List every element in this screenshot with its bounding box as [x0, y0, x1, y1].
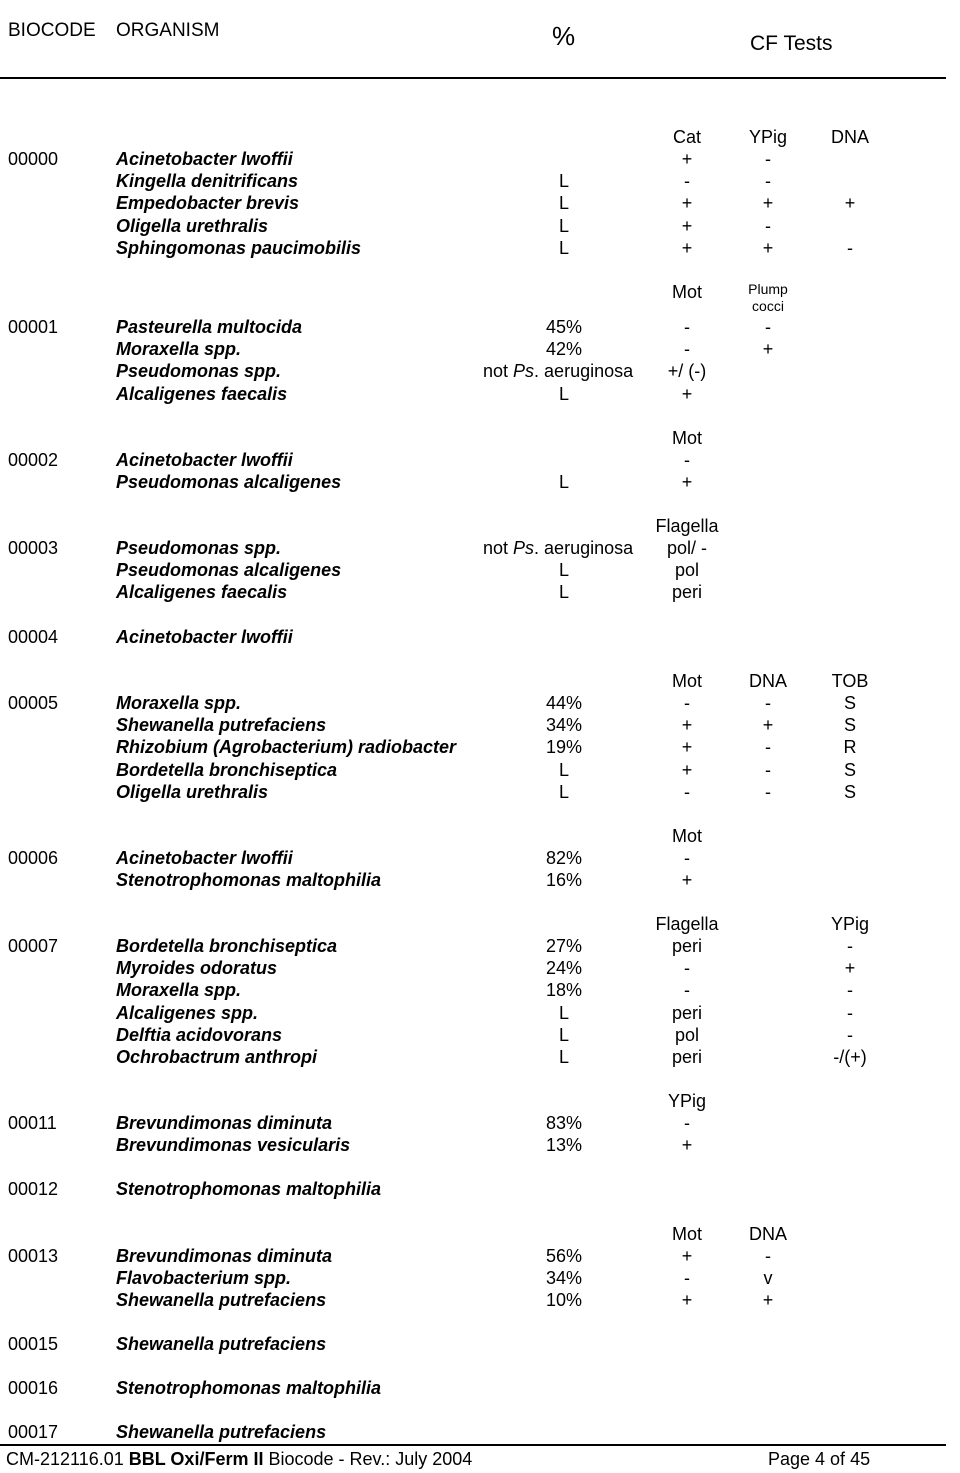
organism-name: Empedobacter brevis — [116, 193, 300, 213]
header-divider — [0, 77, 946, 79]
biocode-number: 00002 — [8, 450, 59, 470]
test-result: peri — [671, 582, 703, 602]
biocode-number: 00011 — [8, 1113, 57, 1133]
test-result: + — [681, 216, 693, 236]
test-result: + — [681, 737, 693, 757]
test-column-header: DNA — [748, 1224, 788, 1244]
test-result: +/ (-) — [667, 361, 707, 381]
percent-value: L — [558, 193, 570, 213]
biocode-number: 00004 — [8, 627, 59, 647]
organism-name: Rhizobium (Agrobacterium) radiobacter — [116, 737, 457, 757]
test-result: -/(+) — [833, 1047, 867, 1067]
test-result: - — [684, 450, 690, 470]
test-column-header: DNA — [830, 127, 870, 147]
percent-value: 13% — [545, 1135, 583, 1155]
organism-name: Shewanella putrefaciens — [116, 1290, 327, 1310]
test-column-header: DNA — [748, 671, 788, 691]
test-result: - — [847, 238, 853, 258]
organism-name: Moraxella spp. — [116, 693, 242, 713]
percent-value: L — [558, 472, 570, 492]
test-result: - — [847, 980, 853, 1000]
biocode-number: 00005 — [8, 693, 59, 713]
percent-value: L — [558, 384, 570, 404]
test-result: + — [681, 384, 693, 404]
test-column-header: Flagella — [655, 914, 719, 934]
test-result: + — [681, 238, 693, 258]
organism-name: Stenotrophomonas maltophilia — [116, 870, 382, 890]
organism-name: Alcaligenes faecalis — [116, 384, 288, 404]
test-result: - — [847, 1025, 853, 1045]
percent-column-header: % — [552, 21, 576, 51]
organism-name: Bordetella bronchiseptica — [116, 936, 338, 956]
test-result: - — [765, 171, 771, 191]
organism-name: Stenotrophomonas maltophilia — [116, 1179, 382, 1199]
organism-name: Oligella urethralis — [116, 216, 269, 236]
percent-value: L — [558, 560, 570, 580]
organism-name: Moraxella spp. — [116, 339, 242, 359]
percent-value: 82% — [545, 848, 583, 868]
test-result: + — [681, 193, 693, 213]
test-column-header: YPig — [667, 1091, 707, 1111]
organism-name: Ochrobactrum anthropi — [116, 1047, 318, 1067]
percent-note-prefix: not — [483, 361, 514, 381]
percent-note-genus: Ps — [513, 538, 535, 558]
percent-value: 34% — [545, 1268, 583, 1288]
test-column-header: YPig — [830, 914, 870, 934]
test-result: - — [765, 760, 771, 780]
percent-value: 19% — [545, 737, 583, 757]
test-result: - — [765, 1246, 771, 1266]
test-result: peri — [671, 936, 703, 956]
test-result: - — [847, 936, 853, 956]
footer-divider — [0, 1444, 946, 1446]
test-result: - — [684, 317, 690, 337]
test-column-header: Plump cocci — [748, 281, 788, 314]
organism-name: Pseudomonas alcaligenes — [116, 472, 342, 492]
organism-name: Shewanella putrefaciens — [116, 1334, 327, 1354]
biocode-number: 00016 — [8, 1378, 59, 1398]
test-result: - — [765, 149, 771, 169]
test-column-header: TOB — [831, 671, 869, 691]
test-column-header: Flagella — [655, 516, 719, 536]
test-result: + — [844, 193, 856, 213]
biocode-column-header: BIOCODE — [8, 20, 96, 41]
test-result: + — [762, 193, 774, 213]
organism-name: Oligella urethralis — [116, 782, 269, 802]
percent-value: 45% — [545, 317, 583, 337]
percent-note-species: . aeruginosa — [534, 538, 634, 558]
test-result: - — [765, 737, 771, 757]
organism-name: Stenotrophomonas maltophilia — [116, 1378, 382, 1398]
footer-page-number: Page 4 of 45 — [768, 1449, 871, 1469]
biocode-number: 00000 — [8, 149, 59, 169]
test-result: - — [684, 782, 690, 802]
percent-value: L — [558, 760, 570, 780]
test-result: - — [684, 958, 690, 978]
footer-product-name: BBL Oxi/Ferm II — [128, 1449, 264, 1469]
test-result: + — [762, 238, 774, 258]
organism-name: Pasteurella multocida — [116, 317, 303, 337]
organism-name: Myroides odoratus — [116, 958, 278, 978]
percent-value: L — [558, 1003, 570, 1023]
percent-value: 24% — [545, 958, 583, 978]
organism-name: Acinetobacter lwoffii — [116, 627, 293, 647]
organism-name: Delftia acidovorans — [116, 1025, 283, 1045]
organism-name: Bordetella bronchiseptica — [116, 760, 338, 780]
percent-value: 27% — [545, 936, 583, 956]
test-result: S — [843, 760, 857, 780]
percent-value: 16% — [545, 870, 583, 890]
test-result: - — [684, 171, 690, 191]
test-result: v — [763, 1268, 773, 1288]
cf-tests-column-header: CF Tests — [750, 32, 833, 55]
test-column-header: Mot — [671, 826, 703, 846]
test-result: - — [684, 848, 690, 868]
test-result: + — [681, 1246, 693, 1266]
percent-value: 56% — [545, 1246, 583, 1266]
test-result: - — [684, 1113, 690, 1133]
test-result: + — [762, 715, 774, 735]
percent-value: 42% — [545, 339, 583, 359]
organism-name: Pseudomonas alcaligenes — [116, 560, 342, 580]
percent-value: L — [558, 1025, 570, 1045]
organism-name: Alcaligenes faecalis — [116, 582, 288, 602]
organism-name: Pseudomonas spp. — [116, 538, 282, 558]
test-result: + — [762, 339, 774, 359]
biocode-number: 00006 — [8, 848, 59, 868]
biocode-number: 00007 — [8, 936, 59, 956]
organism-name: Pseudomonas spp. — [116, 361, 282, 381]
test-column-header: Cat — [672, 127, 702, 147]
test-result: pol/ - — [666, 538, 708, 558]
percent-value: L — [558, 216, 570, 236]
biocode-number: 00003 — [8, 538, 59, 558]
percent-note — [483, 360, 633, 382]
test-result: + — [681, 149, 693, 169]
test-result: - — [684, 339, 690, 359]
percent-note-species: . aeruginosa — [534, 361, 634, 381]
test-result: pol — [674, 560, 700, 580]
organism-name: Alcaligenes spp. — [116, 1003, 259, 1023]
test-result: - — [765, 782, 771, 802]
percent-value: 83% — [545, 1113, 583, 1133]
organism-name: Sphingomonas paucimobilis — [116, 238, 362, 258]
organism-name: Acinetobacter lwoffii — [116, 450, 293, 470]
test-column-header: Mot — [671, 1224, 703, 1244]
organism-name: Shewanella putrefaciens — [116, 1422, 327, 1442]
test-result: + — [681, 715, 693, 735]
test-column-header: YPig — [748, 127, 788, 147]
test-result: - — [765, 693, 771, 713]
percent-value: 18% — [545, 980, 583, 1000]
percent-value: L — [558, 582, 570, 602]
percent-value: 44% — [545, 693, 583, 713]
test-column-header: Mot — [671, 671, 703, 691]
test-result: S — [843, 693, 857, 713]
percent-value: 34% — [545, 715, 583, 735]
test-result: - — [684, 693, 690, 713]
test-column-header: Mot — [671, 428, 703, 448]
test-result: - — [684, 980, 690, 1000]
test-result: + — [681, 472, 693, 492]
test-result: + — [681, 870, 693, 890]
percent-value: L — [558, 1047, 570, 1067]
test-result: pol — [674, 1025, 700, 1045]
test-result: peri — [671, 1003, 703, 1023]
percent-value: 10% — [545, 1290, 583, 1310]
test-result: + — [844, 958, 856, 978]
organism-name: Brevundimonas diminuta — [116, 1113, 333, 1133]
organism-name: Acinetobacter lwoffii — [116, 149, 293, 169]
test-result: peri — [671, 1047, 703, 1067]
test-result: - — [765, 317, 771, 337]
test-result: - — [847, 1003, 853, 1023]
organism-column-header: ORGANISM — [116, 20, 220, 41]
test-result: + — [681, 760, 693, 780]
biocode-number: 00017 — [8, 1422, 59, 1442]
organism-name: Brevundimonas vesicularis — [116, 1135, 351, 1155]
test-result: - — [684, 1268, 690, 1288]
percent-note-genus: Ps — [513, 361, 535, 381]
percent-value: L — [558, 171, 570, 191]
organism-name: Acinetobacter lwoffii — [116, 848, 293, 868]
organism-name: Kingella denitrificans — [116, 171, 299, 191]
test-result: - — [765, 216, 771, 236]
organism-name: Flavobacterium spp. — [116, 1268, 292, 1288]
test-result: S — [843, 782, 857, 802]
footer-doc-id: CM-212116.01 — [6, 1449, 124, 1469]
test-result: + — [762, 1290, 774, 1310]
footer — [6, 1448, 472, 1470]
biocode-number: 00015 — [8, 1334, 59, 1354]
biocode-number: 00001 — [8, 317, 59, 337]
biocode-number: 00013 — [8, 1246, 59, 1266]
test-result: S — [843, 715, 857, 735]
organism-name: Shewanella putrefaciens — [116, 715, 327, 735]
test-result: + — [681, 1290, 693, 1310]
percent-value: L — [558, 782, 570, 802]
test-column-header: Mot — [671, 282, 703, 302]
test-result: R — [843, 737, 857, 757]
organism-name: Brevundimonas diminuta — [116, 1246, 333, 1266]
organism-name: Moraxella spp. — [116, 980, 242, 1000]
percent-note — [483, 537, 633, 559]
biocode-number: 00012 — [8, 1179, 59, 1199]
test-result: + — [681, 1135, 693, 1155]
percent-note-prefix: not — [483, 538, 514, 558]
footer-revision: Biocode - Rev.: July 2004 — [263, 1449, 473, 1469]
percent-value: L — [558, 238, 570, 258]
